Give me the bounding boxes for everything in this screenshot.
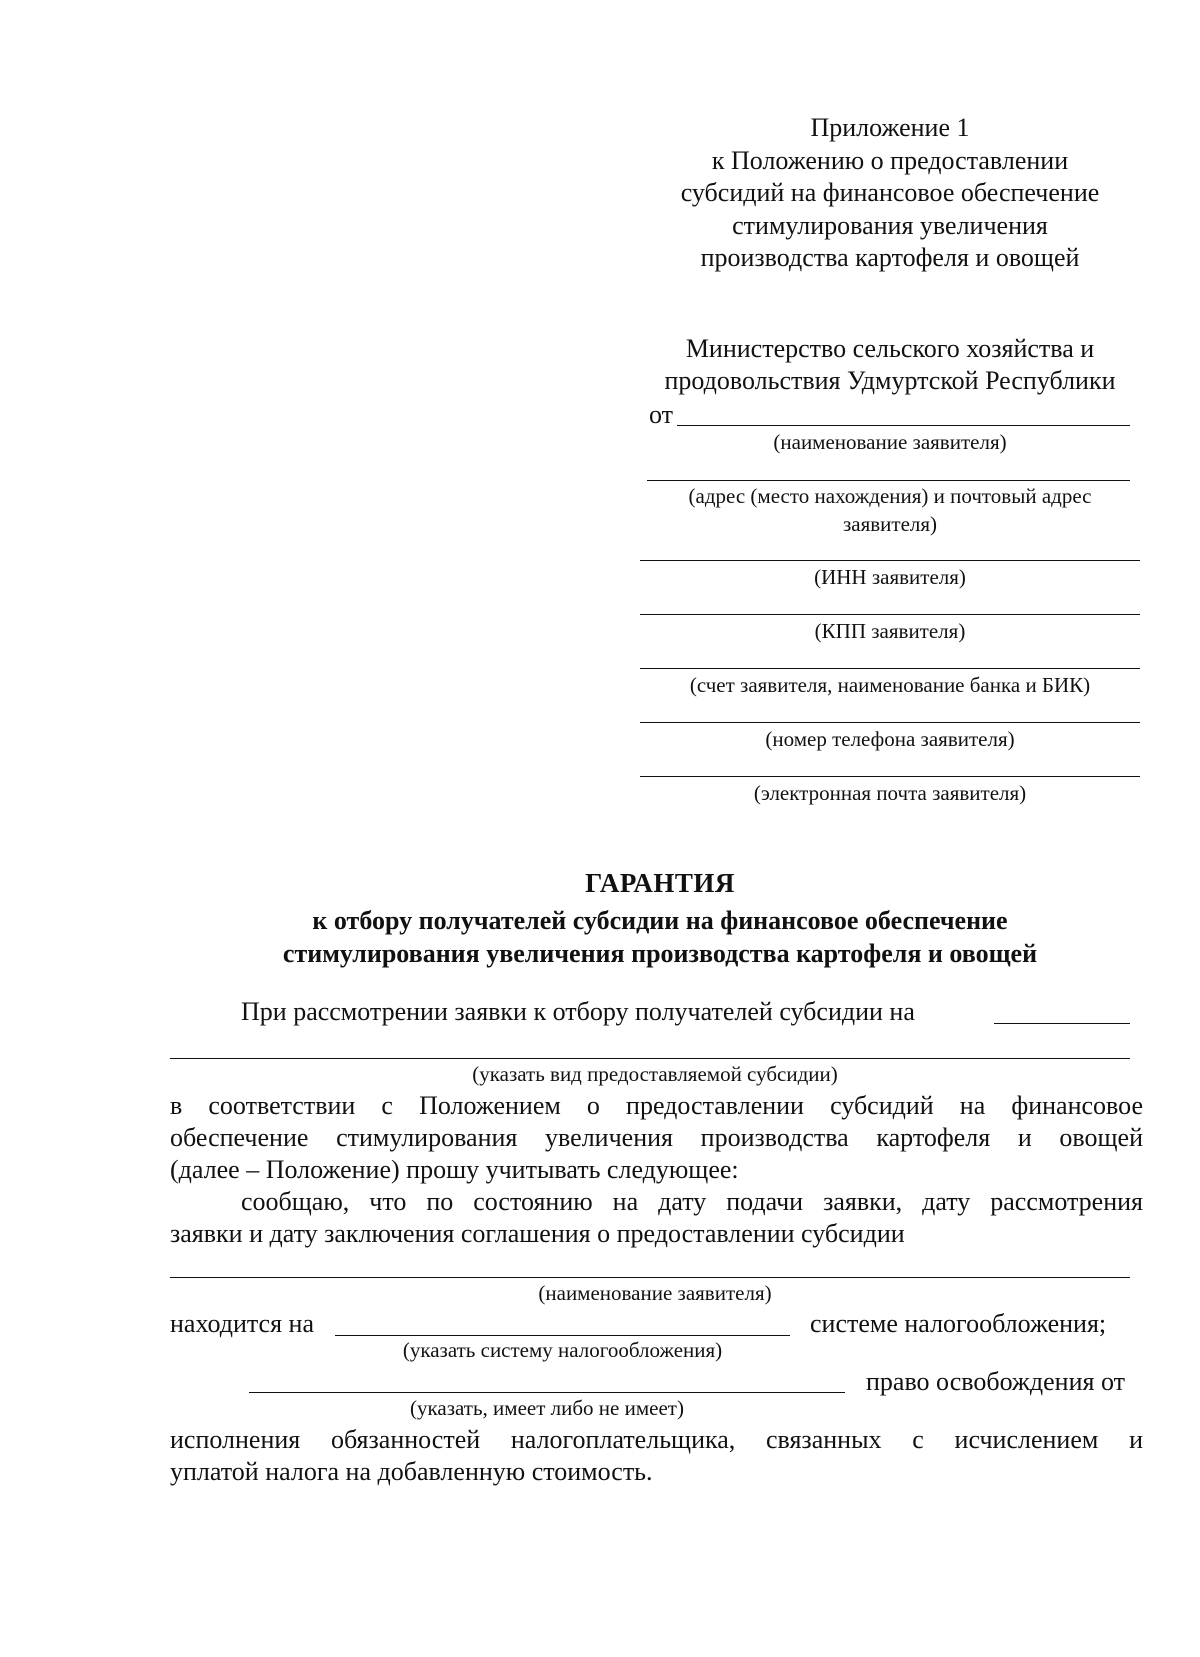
appendix-line: стимулирования увеличения [732,210,1048,240]
subsidy-type-field-start[interactable] [994,1023,1130,1024]
applicant-inn-caption: (ИНН заявителя) [814,565,966,589]
located-on-text: находится на [170,1309,314,1338]
document-subtitle [160,904,1160,970]
subsidy-type-field[interactable] [170,1058,1130,1059]
applicant-account-field[interactable] [640,668,1140,669]
applicant-name-body-field[interactable] [170,1277,1130,1278]
address-caption-line: заявителя) [842,512,938,536]
document-title: ГАРАНТИЯ [585,868,735,898]
applicant-inn-field[interactable] [640,560,1140,561]
subtitle-line: к отбору получателей субсидии на финансовое обеспечение [312,906,1008,935]
exemption-suffix: право освобождения от [866,1367,1125,1396]
appendix-line: субсидий на финансовое обеспечение [680,178,1100,207]
applicant-kpp-caption: (КПП заявителя) [814,619,966,643]
applicant-phone-field[interactable] [640,722,1140,723]
appendix-line: производства картофеля и овощей [700,243,1080,272]
appendix-line: к Положению о предоставлении [711,145,1069,175]
recipient-line: Министерство сельского хозяйства и [685,334,1095,363]
paragraph-line: сообщаю, что по состоянию на дату подачи заявки, дату рассмотрения [241,1187,1143,1216]
exemption-caption: (указать, имеет либо не имеет) [410,1396,684,1420]
paragraph-line: уплатой налога на добавленную стоимость. [170,1457,653,1486]
applicant-phone-caption: (номер телефона заявителя) [765,727,1015,751]
recipient-block [640,333,1140,397]
from-label: от [649,400,674,429]
appendix-number: Приложение 1 [810,113,970,142]
applicant-account-caption: (счет заявителя, наименование банка и БИК) [689,673,1091,697]
applicant-email-field[interactable] [640,776,1140,777]
tax-system-caption: (указать систему налогообложения) [402,1338,723,1362]
applicant-address-field[interactable] [647,480,1130,481]
paragraph-line: заявки и дату заключения соглашения о предоставлении субсидии [170,1219,905,1248]
address-caption-line: (адрес (место нахождения) и почтовый адрес [688,484,1092,508]
paragraph-line: исполнения обязанностей налогоплательщика, связанных с исчислением и [170,1425,1143,1454]
paragraph-line: в соответствии с Положением о предоставлении субсидий на финансовое [170,1091,1143,1120]
paragraph-line: обеспечение стимулирования увеличения производства картофеля и овощей [170,1123,1143,1152]
intro-text: При рассмотрении заявки к отбору получателей субсидии на [241,997,915,1026]
subsidy-type-caption: (указать вид предоставляемой субсидии) [472,1062,838,1086]
applicant-name-caption: (наименование заявителя) [773,430,1007,454]
applicant-address-caption [640,482,1140,538]
applicant-email-caption: (электронная почта заявителя) [753,781,1027,805]
tax-system-suffix: системе налогообложения; [810,1309,1107,1338]
subtitle-line: стимулирования увеличения производства картофеля и овощей [282,939,1038,968]
recipient-line: продовольствия Удмуртской Республики [664,366,1116,395]
applicant-kpp-field[interactable] [640,614,1140,615]
exemption-field[interactable] [249,1392,845,1393]
appendix-header [640,112,1140,275]
applicant-name-body-caption: (наименование заявителя) [538,1281,772,1305]
applicant-name-field[interactable] [677,425,1130,426]
paragraph-line: (далее – Положение) прошу учитывать следующее: [170,1155,739,1184]
